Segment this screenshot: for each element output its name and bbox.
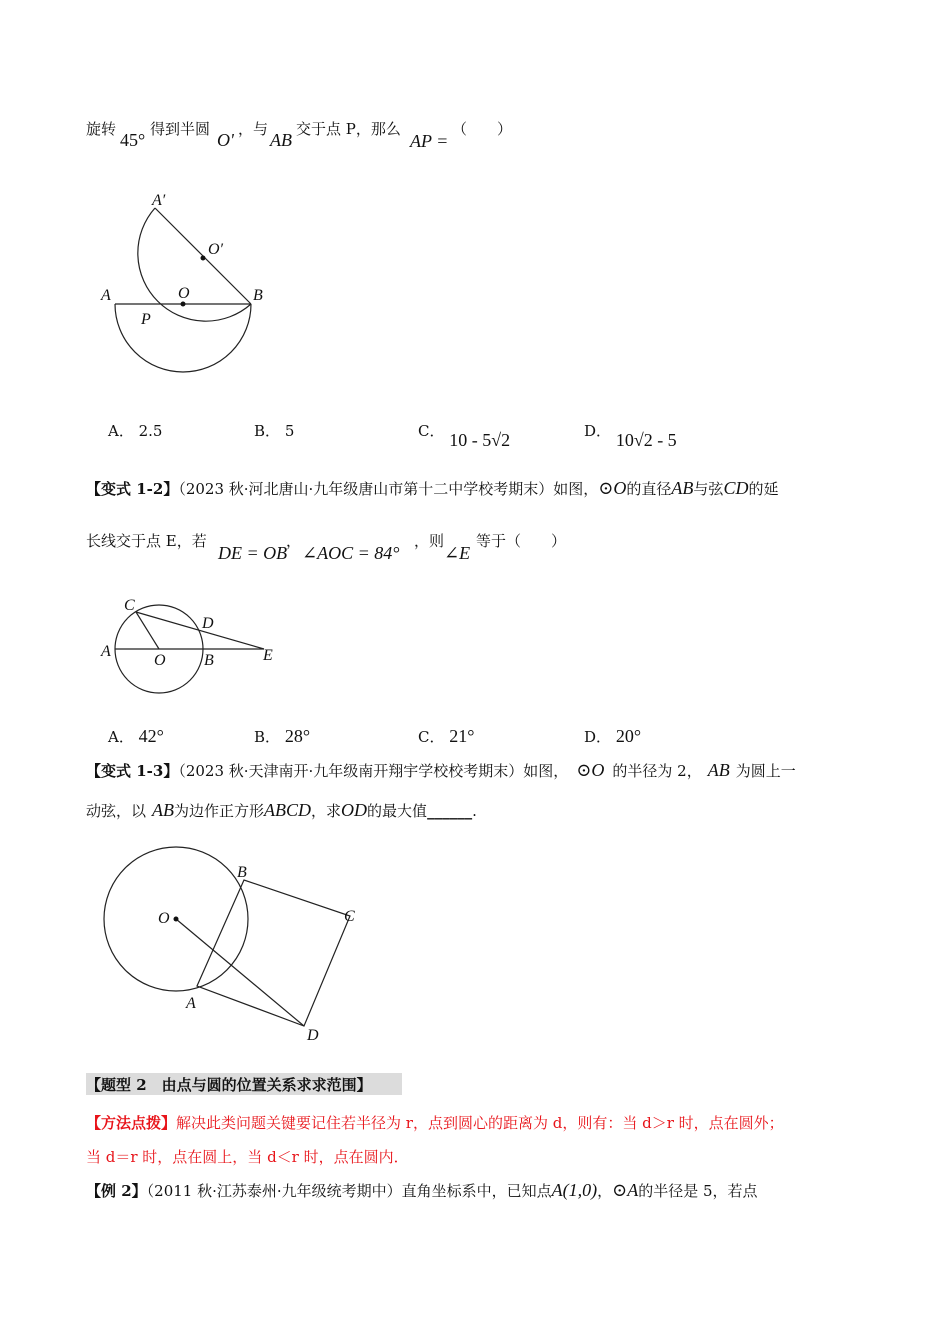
- q3-label-a: A: [186, 995, 196, 1012]
- q2-comma: ，: [286, 532, 302, 550]
- section-title: 【题型 2 由点与圆的位置关系求求范围】: [86, 1076, 372, 1094]
- q1-segment: AB: [270, 130, 292, 150]
- q1-option-a[interactable]: [108, 420, 162, 441]
- q3-line2-a: 动弦，以: [86, 802, 147, 820]
- q2-option-d-letter: D．: [584, 728, 612, 746]
- q3-line2-c: ，求: [311, 802, 342, 820]
- q1-center-o-prime: [201, 256, 206, 261]
- q1-option-a-value: 2.5: [138, 422, 163, 440]
- q2-text-c: 的延: [748, 480, 779, 498]
- q3-period: .: [472, 802, 477, 820]
- q2-label-c: C: [124, 597, 135, 614]
- q2-cond2: ∠AOC = 84°: [302, 543, 400, 563]
- q1-text-3: ，与: [238, 120, 269, 138]
- q3-stem-line-1: [86, 760, 796, 781]
- q1-option-b[interactable]: [254, 420, 294, 441]
- q1-label-b: B: [253, 287, 263, 304]
- q2-figure: [96, 594, 286, 704]
- q1-option-c-value: 10 - 5√2: [449, 430, 511, 450]
- q2-option-a-letter: A．: [108, 728, 134, 746]
- q3-answer-blank[interactable]: ______: [427, 802, 473, 820]
- q2-label-o: O: [154, 652, 166, 669]
- q2-cd: CD: [723, 478, 749, 498]
- q2-option-c-letter: C．: [418, 728, 445, 746]
- q2-text-a: 的直径: [626, 480, 672, 498]
- q1-option-b-value: 5: [284, 422, 295, 440]
- q3-label-c: C: [344, 908, 355, 925]
- q2-ab: AB: [671, 478, 694, 498]
- method-line-2: 当 d＝r 时，点在圆上，当 d＜r 时，点在圆内．: [86, 1148, 409, 1166]
- q2-option-b[interactable]: [254, 726, 310, 747]
- q2-label-e: E: [263, 647, 273, 664]
- q2-option-c[interactable]: [418, 726, 474, 747]
- q1-text-2: 得到半圆: [150, 120, 211, 138]
- q3-od: OD: [341, 800, 368, 820]
- q3-square-abcd: [197, 880, 350, 1026]
- q2-option-b-value: 28°: [284, 726, 311, 746]
- q3-figure: [96, 846, 376, 1046]
- q1-figure: [96, 186, 286, 396]
- q3-line2-b: 为边作正方形: [174, 802, 265, 820]
- q3-source: （2023 秋·天津南开·九年级南开翔宇学校校考期末）如图，: [178, 762, 569, 780]
- q3-tag: 【变式 1-3】: [86, 762, 179, 780]
- example-2-comma: ，: [597, 1182, 613, 1200]
- q1-label-o-prime: O′: [208, 241, 224, 258]
- q1-option-d-letter: D．: [584, 422, 612, 440]
- example-2-tag: 【例 2】: [86, 1182, 147, 1200]
- q2-cond1: DE = OB: [218, 543, 288, 563]
- q2-option-d-value: 20°: [615, 726, 642, 746]
- q2-ask-tail: 等于（ ）: [476, 532, 567, 550]
- q3-text-a: 的半径为 2，: [612, 762, 702, 780]
- example-2-circle: ⊙A: [612, 1180, 639, 1200]
- q1-stem-line: [86, 118, 116, 139]
- q1-label-o: O: [178, 285, 190, 302]
- q1-center-o: [181, 302, 186, 307]
- example-2-text-a: （2011 秋·江苏泰州·九年级统考期中）直角坐标系中，已知点: [146, 1182, 552, 1200]
- q2-label-d: D: [202, 615, 214, 632]
- q3-ab2: AB: [152, 800, 175, 820]
- q1-option-d-value: 10√2 - 5: [615, 430, 677, 450]
- q3-circle: ⊙O: [576, 760, 605, 780]
- method-line-1: [86, 1112, 784, 1133]
- q1-label-a: A: [101, 287, 111, 304]
- example-2-text-b: 的半径是 5，若点: [638, 1182, 758, 1200]
- q2-source: （2023 秋·河北唐山·九年级唐山市第十二中学校考期末）如图，: [178, 480, 599, 498]
- q2-label-b: B: [204, 652, 214, 669]
- q1-paren: （ ）: [452, 120, 513, 138]
- q3-line2-d: 的最大值: [367, 802, 428, 820]
- q2-circle: ⊙O: [598, 478, 627, 498]
- q2-label-a: A: [101, 643, 111, 660]
- q3-label-d: D: [307, 1027, 319, 1044]
- q1-circle-label: O': [217, 130, 234, 150]
- q1-text-1: 旋转: [86, 120, 117, 138]
- q3-label-b: B: [237, 864, 247, 881]
- q1-option-c-letter: C．: [418, 422, 445, 440]
- example-2-point: A(1,0): [551, 1180, 598, 1200]
- example-2-line: [86, 1180, 758, 1201]
- q3-label-o: O: [158, 910, 170, 927]
- q2-ask: ∠E: [444, 543, 471, 563]
- q2-stem-line-1: [86, 478, 778, 499]
- method-text-1: 解决此类问题关键要记住若半径为 r，点到圆心的距离为 d，则有：当 d＞r 时，点在圆外；: [176, 1114, 784, 1132]
- q2-option-c-value: 21°: [449, 726, 475, 746]
- q2-then: ，则: [414, 532, 445, 550]
- q1-text-4: 交于点 P，那么: [296, 120, 401, 138]
- q1-lower-semicircle: [115, 304, 251, 372]
- q1-label-p: P: [141, 311, 151, 328]
- q1-label-a-prime: A′: [152, 192, 166, 209]
- q3-stem-line-2: [86, 800, 477, 821]
- q1-ask: AP =: [410, 131, 449, 151]
- q2-text-b: 与弦: [693, 480, 724, 498]
- q1-option-b-letter: B．: [254, 422, 281, 440]
- method-tag: 【方法点拨】: [86, 1114, 177, 1132]
- q3-center-o: [174, 917, 179, 922]
- q2-line2-text: 长线交于点 E，若: [86, 532, 207, 550]
- q2-option-a-value: 42°: [138, 726, 164, 746]
- q1-option-a-letter: A．: [108, 422, 134, 440]
- q2-tag: 【变式 1-2】: [86, 480, 179, 498]
- q3-text-b: 为圆上一: [735, 762, 796, 780]
- q3-ab: AB: [707, 760, 730, 780]
- q2-option-b-letter: B．: [254, 728, 281, 746]
- q1-option-c[interactable]: [418, 420, 511, 450]
- q1-option-d[interactable]: [584, 420, 677, 450]
- q3-abcd: ABCD: [264, 800, 312, 820]
- q1-angle: 45°: [120, 130, 146, 150]
- q2-option-d[interactable]: [584, 726, 641, 747]
- q2-option-a[interactable]: [108, 726, 164, 747]
